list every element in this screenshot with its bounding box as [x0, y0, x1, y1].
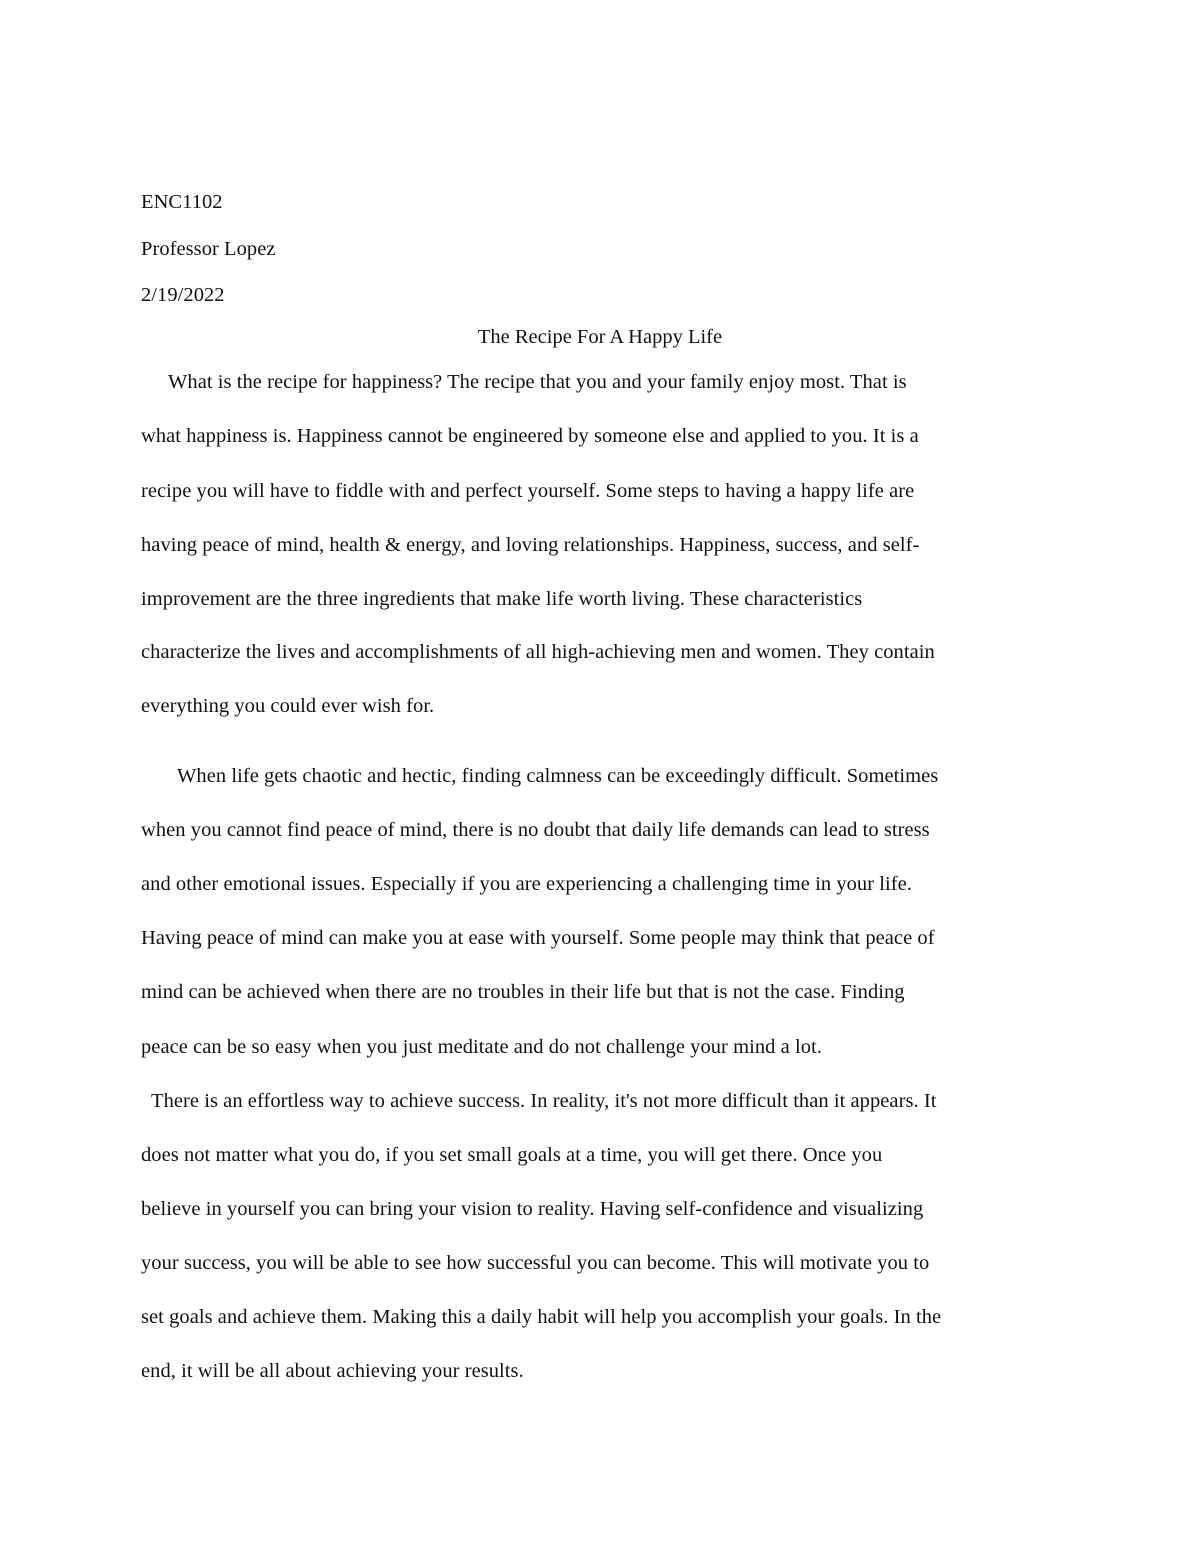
paragraph-line: your success, you will be able to see how successful you can become. This will motivate you to: [141, 1252, 930, 1274]
professor-name: Professor Lopez: [141, 238, 276, 260]
paragraph-line: improvement are the three ingredients that make life worth living. These characteristics: [141, 588, 863, 610]
course-code: ENC1102: [141, 191, 223, 213]
paragraph-line: does not matter what you do, if you set small goals at a time, you will get there. Once you: [141, 1144, 883, 1166]
paragraph-line: peace can be so easy when you just meditate and do not challenge your mind a lot.: [141, 1036, 822, 1058]
paragraph-line: set goals and achieve them. Making this a daily habit will help you accomplish your goals. In the: [141, 1306, 942, 1328]
paragraph-line: characterize the lives and accomplishments of all high-achieving men and women. They contain: [141, 641, 935, 663]
paragraph-line: what happiness is. Happiness cannot be engineered by someone else and applied to you. It is a: [141, 425, 919, 447]
paragraph-line: recipe you will have to fiddle with and perfect yourself. Some steps to having a happy life are: [141, 480, 915, 502]
paragraph-line: What is the recipe for happiness? The recipe that you and your family enjoy most. That is: [168, 371, 907, 393]
paragraph-line: and other emotional issues. Especially if you are experiencing a challenging time in your life.: [141, 873, 912, 895]
paragraph-line: end, it will be all about achieving your results.: [141, 1360, 524, 1382]
paragraph-line: believe in yourself you can bring your vision to reality. Having self-confidence and visualizing: [141, 1198, 924, 1220]
essay-title: The Recipe For A Happy Life: [477, 326, 723, 348]
paragraph-line: mind can be achieved when there are no troubles in their life but that is not the case. Finding: [141, 981, 905, 1003]
paragraph-line: everything you could ever wish for.: [141, 695, 435, 717]
paragraph-line: When life gets chaotic and hectic, finding calmness can be exceedingly difficult. Sometimes: [177, 765, 939, 787]
paragraph-line: when you cannot find peace of mind, there is no doubt that daily life demands can lead to stress: [141, 819, 930, 841]
paragraph-line: Having peace of mind can make you at ease with yourself. Some people may think that peace of: [141, 927, 935, 949]
essay-date: 2/19/2022: [141, 284, 225, 306]
paragraph-line: There is an effortless way to achieve success. In reality, it's not more difficult than it appears. It: [151, 1090, 937, 1112]
paragraph-line: having peace of mind, health & energy, and loving relationships. Happiness, success, and self-: [141, 534, 920, 556]
